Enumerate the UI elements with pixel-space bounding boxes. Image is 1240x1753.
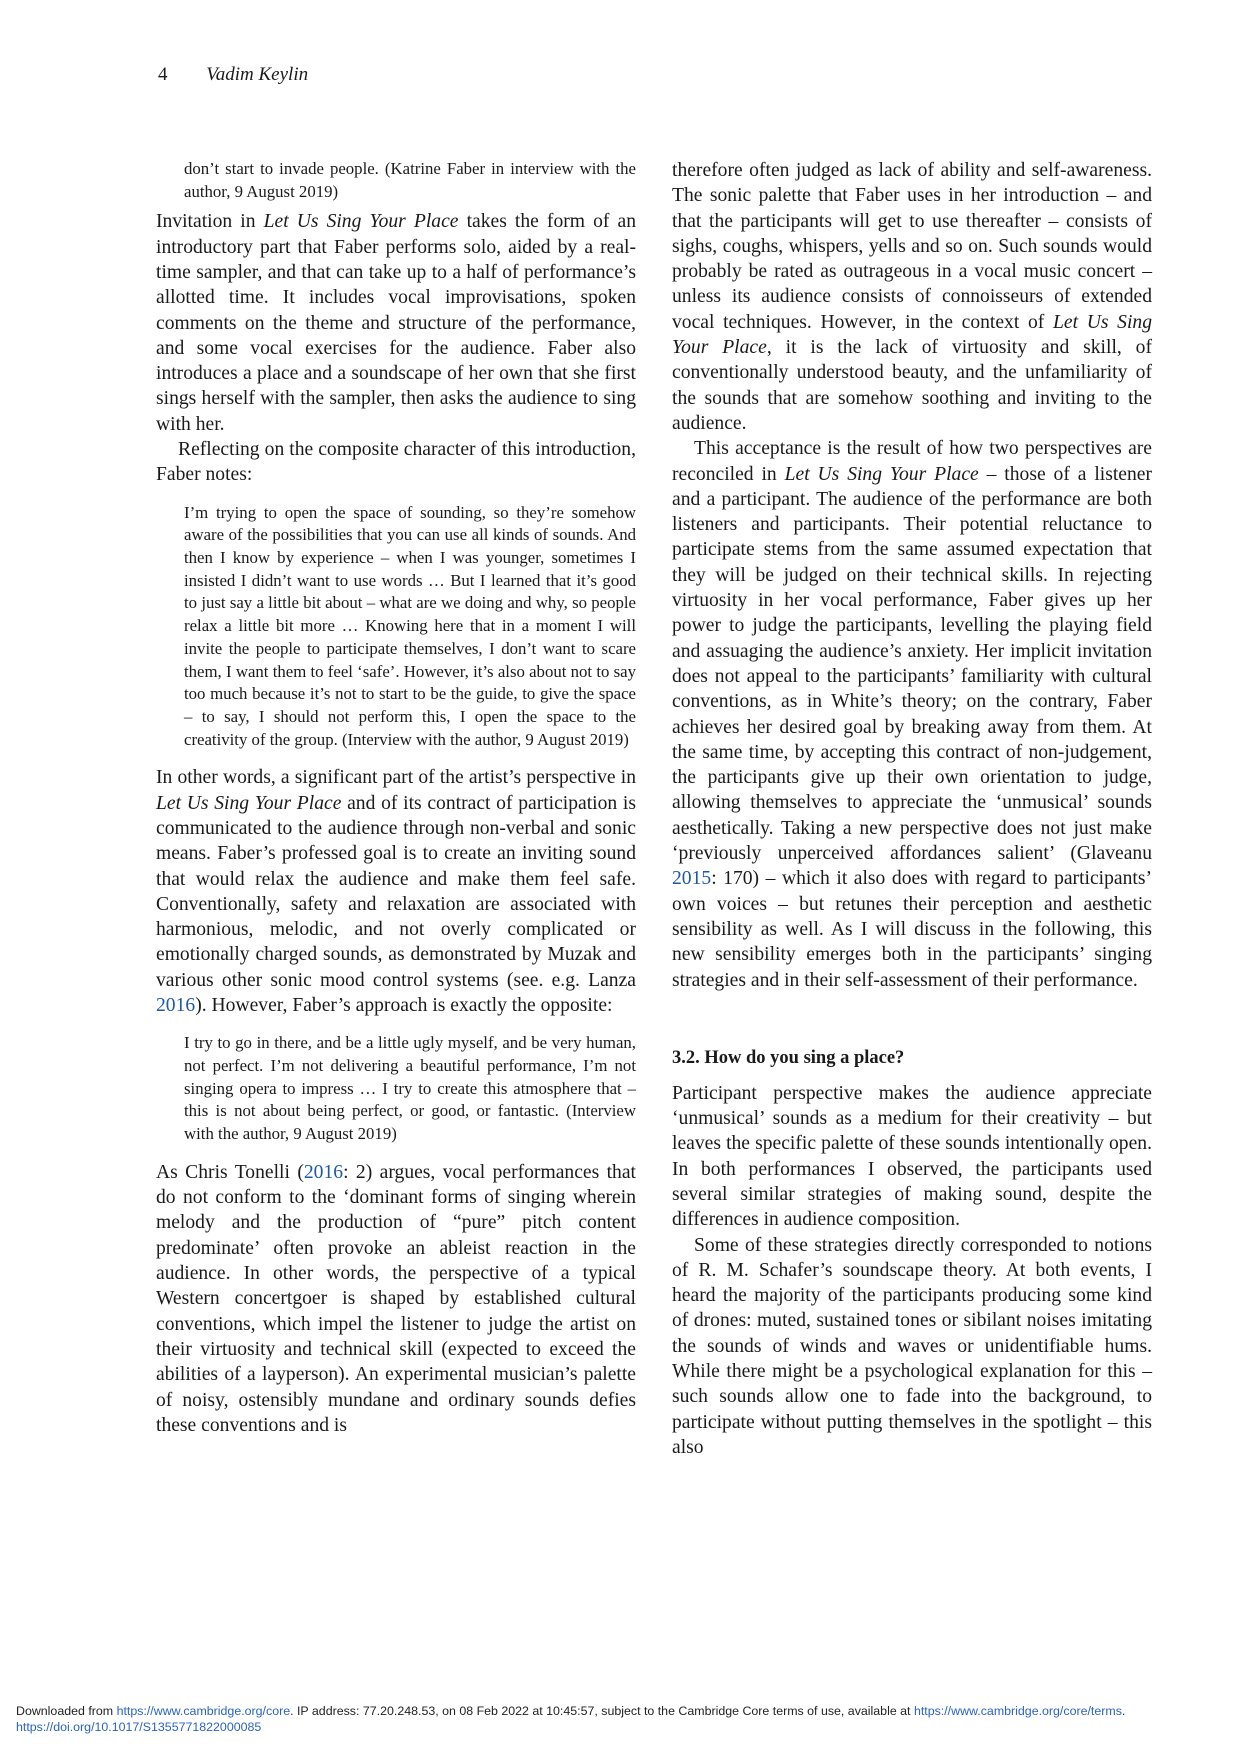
running-header: [158, 64, 308, 86]
paragraph: Some of these strategies directly corresponded to notions of R. M. Schafer’s soundscape theory. At both events, I heard the majority of the participants producing some kind of drones: muted, sustained tones or sibilant noises imitating the sounds of winds and waves or unidentifiable hums. While there might be a psychological explanation for this – such sounds allow one to fade into the background, to participate without putting themselves in the spotlight – this also: [672, 1234, 1152, 1458]
paragraph: therefore often judged as lack of ability and self-awareness. The sonic palette that Faber uses in her introduction – and that the participants will get to use thereafter – consists of sighs, coughs, whispers, yells and so on. Such sounds would probably be rated as outrageous in a vocal music concert – unless its audience consists of connoisseurs of extended vocal techniques. However, in the context of Let Us Sing Your Place, it is the lack of virtuosity and skill, of conventionally understood beauty, and the unfamiliarity of the sounds that are somehow soothing and inviting to the audience.: [672, 160, 1152, 434]
block-quote: I’m trying to open the space of sounding, so they’re somehow aware of the possibilities that you can use all kinds of sounds. And then I know by experience – when I was younger, sometimes I insisted I didn’t want to use words … But I learned that it’s good to just say a little bit about – what are we doing and why, so people relax a little bit more … Knowing here that in a moment I will invite the people to participate themselves, I don’t want to scare them, I want them to feel ‘safe’. However, it’s also about not to say too much because it’s not to start to be the guide, to give the space – to say, I should not perform this, I open the space to the creativity of the group. (Interview with the author, 9 August 2019): [184, 502, 636, 749]
section-heading: 3.2. How do you sing a place?: [672, 1047, 905, 1068]
work-title: Let Us Sing Your Place: [156, 792, 342, 814]
paragraph: Participant perspective makes the audience appreciate ‘unmusical’ sounds as a medium for their creativity – but leaves the specific palette of these sounds intentionally open. In both performances I observed, the participants used several similar strategies of making sound, despite the differences in audience composition.: [672, 1082, 1152, 1231]
right-column: [672, 158, 1152, 1460]
block-quote-continued: don’t start to invade people. (Katrine Faber in interview with the author, 9 August 2019): [184, 159, 636, 201]
terms-link[interactable]: https://www.cambridge.org/core/terms: [913, 1704, 1122, 1718]
page-number: 4: [158, 64, 168, 85]
paragraph: Invitation in Let Us Sing Your Place takes the form of an introductory part that Faber performs solo, aided by a real-time sampler, and that can take up to a half of performance’s allotted time. It includes vocal improvisations, spoken comments on the theme and structure of the performance, and some vocal exercises for the audience. Faber also introduces a place and a soundscape of her own that she first sings herself with the sampler, then asks the audience to sing with her.: [156, 211, 636, 435]
paragraph: As Chris Tonelli (2016: 2) argues, vocal performances that do not conform to the ‘dominant forms of singing wherein melody and the production of “pure” pitch content predominate’ often provoke an ableist reaction in the audience. In other words, the perspective of a typical Western concertgoer is shaped by established cultural conventions, which impel the listener to judge the artist on their virtuosity and technical skill (expected to exceed the abilities of a layperson). An experimental musician’s palette of noisy, ostensibly mundane and ordinary sounds defies these conventions and is: [156, 1161, 636, 1436]
work-title: Let Us Sing Your Place: [263, 211, 459, 233]
paragraph: This acceptance is the result of how two perspectives are reconciled in Let Us Sing Your Place – those of a listener and a participant. The audience of the performance are both listeners and participants. Their potential reluctance to participate stems from the same assumed expectation that they will be judged on their technical skills. In rejecting virtuosity in her vocal performance, Faber gives up her power to judge the participants, levelling the playing field and assuaging the audience’s anxiety. Her implicit invitation does not appeal to the participants’ familiarity with cultural conventions, as in White’s theory; on the contrary, Faber achieves her desired goal by breaking away from them. At the same time, by accepting this contract of non-judgement, the participants give up their own orientation to judge, allowing themselves to appreciate the ‘unmusical’ sounds aesthetically. Taking a new perspective does not just make ‘previously unperceived affordances salient’ (Glaveanu 2015: 170) – which it also does with regard to participants’ own voices – but retunes their perception and aesthetic sensibility as well. As I will discuss in the following, this new sensibility emerges both in the participants’ singing strategies and in their self-assessment of their performance.: [672, 438, 1152, 991]
core-link[interactable]: https://www.cambridge.org/core: [116, 1704, 291, 1718]
block-quote: I try to go in there, and be a little ugly myself, and be very human, not perfect. I’m not delivering a beautiful performance, I’m not singing opera to impress … I try to create this atmosphere that – this is not about being perfect, or good, or fantastic. (Interview with the author, 9 August 2019): [184, 1033, 636, 1144]
paragraph: In other words, a significant part of the artist’s perspective in Let Us Sing Your Place and of its contract of participation is communicated to the audience through non-verbal and sonic means. Faber’s professed goal is to create an inviting sound that would relax the audience and make them feel safe. Conventionally, safety and relaxation are associated with harmonious, melodic, and not overly complicated or emotionally charged sounds, as demonstrated by Muzak and various other sonic mood control systems (see. e.g. Lanza 2016). However, Faber’s approach is exactly the opposite:: [156, 767, 636, 1017]
left-column: [156, 158, 636, 1438]
running-author: Vadim Keylin: [206, 64, 309, 85]
citation-link[interactable]: 2016: [303, 1161, 344, 1183]
citation-link[interactable]: 2015: [672, 868, 712, 890]
doi-link[interactable]: https://doi.org/10.1017/S1355771822000085: [16, 1719, 262, 1734]
download-footer: [16, 1704, 1125, 1735]
work-title: Let Us Sing Your Place: [672, 311, 1152, 359]
download-notice: Downloaded from https://www.cambridge.org/core. IP address: 77.20.248.53, on 08 Feb 2022 at 10:45:57, subject to the Cambridge Core terms of use, available at https://www.cambridge.org/core/terms.: [16, 1704, 1126, 1718]
citation-link[interactable]: 2016: [156, 995, 196, 1017]
work-title: Let Us Sing Your Place: [784, 463, 979, 485]
paragraph: Reflecting on the composite character of this introduction, Faber notes:: [156, 439, 636, 486]
